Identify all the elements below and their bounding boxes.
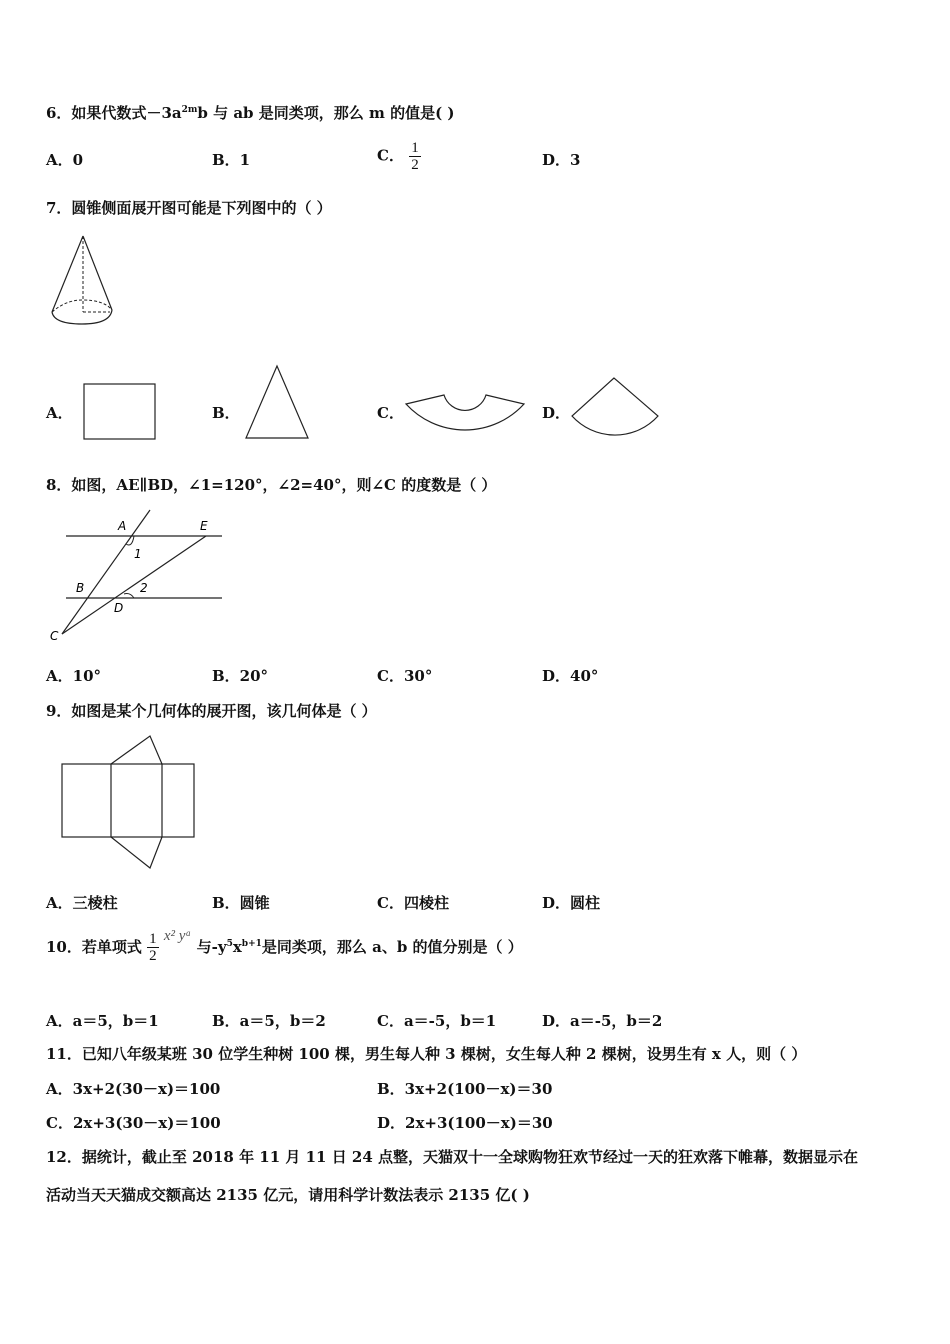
cone-left-edge	[52, 236, 83, 312]
q9-option-b[interactable]: B．圆锥	[212, 894, 270, 912]
cone-base-back	[52, 300, 112, 312]
net-rectangles	[62, 764, 194, 837]
label-e: E	[200, 519, 208, 533]
label-d: D	[114, 601, 124, 615]
q10-fraction	[147, 931, 159, 964]
q10-option-b[interactable]: B．a＝5，b＝2	[212, 1012, 326, 1030]
q10-sup1: 5	[226, 939, 233, 949]
q7-figure-triangle	[240, 362, 314, 444]
net-top-triangle	[111, 736, 162, 764]
sector-shape	[572, 378, 658, 435]
q7-option-c[interactable]: C．	[377, 404, 404, 422]
rectangle-shape	[84, 384, 155, 439]
q7-stem: 7．圆锥侧面展开图可能是下列图中的（ ）	[46, 199, 332, 217]
q10-stem-post: 是同类项，那么 a、b 的值分别是（ ）	[261, 938, 523, 956]
label-2: 2	[140, 581, 148, 595]
q9-option-c[interactable]: C．四棱柱	[377, 894, 449, 912]
q6-option-c[interactable]	[377, 140, 421, 173]
q10-stem	[46, 928, 523, 964]
q12-line-2: 活动当天天猫成交额高达 2135 亿元，请用科学计数法表示 2135 亿( )	[46, 1186, 530, 1204]
q6-stem-post: b 与 ab 是同类项，那么 m 的值是( )	[197, 104, 455, 122]
q10-frac-den: 2	[149, 948, 157, 964]
cone-right-edge	[83, 236, 112, 310]
q8-stem: 8．如图，AE∥BD，∠1=120°，∠2=40°，则∠C 的度数是（ ）	[46, 476, 497, 494]
label-1: 1	[134, 547, 142, 561]
q10-stem-mid: 与-y	[196, 938, 227, 956]
q10-monomial: x² yᵃ	[163, 928, 192, 944]
q10-option-a[interactable]: A．a＝5，b＝1	[46, 1012, 159, 1030]
q9-option-d[interactable]: D．圆柱	[542, 894, 601, 912]
net-bottom-triangle	[111, 837, 162, 868]
q11-stem: 11．已知八年级某班 30 位学生种树 100 棵，男生每人种 3 棵树，女生每人种 2 棵树，设男生有 x 人，则（ ）	[46, 1045, 807, 1063]
cone-figure	[46, 232, 118, 328]
q7-option-b[interactable]: B．	[212, 404, 240, 422]
q10-stem-pre: 10．若单项式	[46, 938, 142, 956]
q8-option-c[interactable]: C．30°	[377, 667, 433, 685]
q10-option-c[interactable]: C．a＝-5，b＝1	[377, 1012, 497, 1030]
q11-option-a[interactable]: A．3x+2(30－x)＝100	[46, 1080, 221, 1098]
q6-stem	[46, 102, 455, 123]
q11-option-d[interactable]: D．2x+3(100－x)＝30	[377, 1114, 553, 1132]
q8-figure	[46, 506, 228, 648]
q10-frac-num: 1	[149, 931, 157, 947]
q7-figure-rectangle	[80, 380, 160, 444]
q6-option-a[interactable]: A．0	[46, 151, 84, 169]
q9-option-a[interactable]: A．三棱柱	[46, 894, 118, 912]
annular-sector-shape	[406, 395, 524, 430]
label-b: B	[76, 581, 85, 595]
q6-frac-num: 1	[411, 140, 419, 156]
q10-option-d[interactable]: D．a＝-5，b＝2	[542, 1012, 663, 1030]
q11-option-c[interactable]: C．2x+3(30－x)＝100	[46, 1114, 221, 1132]
triangle-shape	[246, 366, 308, 438]
q7-option-a[interactable]: A．	[46, 404, 73, 422]
label-a: A	[118, 519, 127, 533]
q10-sup2: b+1	[241, 939, 262, 949]
q6-stem-sup: 2m	[181, 105, 198, 115]
q10-stem-x: x	[232, 938, 242, 956]
angle-2-arc	[124, 594, 134, 599]
q7-figure-annular-sector	[400, 390, 530, 446]
q11-option-b[interactable]: B．3x+2(100－x)＝30	[377, 1080, 553, 1098]
line-ca	[62, 510, 150, 634]
q8-option-d[interactable]: D．40°	[542, 667, 599, 685]
q6-stem-pre: 6．如果代数式－3a	[46, 104, 182, 122]
q9-figure-prism-net	[58, 732, 200, 874]
q7-figure-sector	[566, 372, 664, 444]
q6-option-d[interactable]: D．3	[542, 151, 581, 169]
q7-option-d[interactable]: D．	[542, 404, 571, 422]
q8-option-a[interactable]: A．10°	[46, 667, 102, 685]
label-c: C	[50, 629, 59, 643]
q6-option-c-fraction	[409, 140, 421, 173]
q6-frac-den: 2	[411, 157, 419, 173]
q6-option-c-label: C．	[377, 146, 404, 165]
q8-option-b[interactable]: B．20°	[212, 667, 269, 685]
q6-option-b[interactable]: B．1	[212, 151, 251, 169]
q9-stem: 9．如图是某个几何体的展开图，该几何体是（ ）	[46, 702, 377, 720]
q12-line-1: 12．据统计，截止至 2018 年 11 月 11 日 24 点整，天猫双十一全球购物狂欢节经过一天的狂欢落下帷幕，数据显示在	[46, 1148, 859, 1166]
